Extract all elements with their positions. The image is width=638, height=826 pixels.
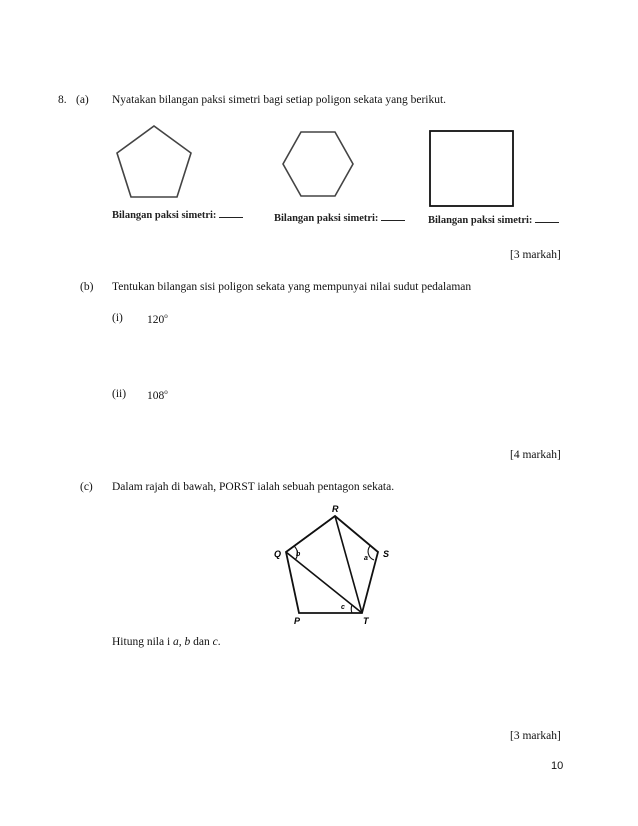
part-b-i-value: 120$^o$ (147, 312, 168, 326)
part-b-label: (b) (80, 281, 94, 293)
vertex-p-label: P (294, 616, 301, 626)
vertex-r-label: R (332, 504, 339, 514)
part-b-text: Tentukan bilangan sisi poligon sekata yang mempunyai nilai sudut pedalaman (112, 281, 472, 293)
pentagon-porst-diagram (266, 500, 406, 630)
part-c-label: (c) (80, 481, 93, 493)
pentagon-caption: Bilangan paksi simetri: (112, 210, 243, 221)
angle-a-label: a (364, 555, 368, 562)
part-b-i-label: (i) (112, 312, 123, 324)
square-figure (425, 128, 517, 210)
vertex-q-label: Q (274, 549, 282, 559)
hexagon-figure (275, 126, 361, 206)
part-a-label: (a) (76, 94, 89, 106)
hexagon-caption: Bilangan paksi simetri: (274, 213, 405, 224)
square-caption: Bilangan paksi simetri: (428, 215, 559, 226)
part-b-marks: [4 markah] (510, 449, 561, 461)
vertex-t-label: T (363, 616, 369, 626)
part-b-ii-value: 108$^o$ (147, 388, 168, 402)
page-number: 10 (551, 760, 564, 772)
part-c-text: Dalam rajah di bawah, PORST ialah sebuah pentagon sekata. (112, 481, 395, 493)
angle-c-label: c (341, 604, 345, 611)
part-c-instruction: Hitung nila i a, b dan c. (112, 636, 221, 648)
question-number: 8. (58, 94, 67, 106)
part-b-ii-label: (ii) (112, 388, 127, 400)
vertex-s-label: S (383, 549, 390, 559)
angle-b-label: b (296, 551, 301, 558)
pentagon-figure (110, 120, 200, 206)
part-a-text: Nyatakan bilangan paksi simetri bagi setiap poligon sekata yang berikut. (112, 94, 447, 106)
part-c-marks: [3 markah] (510, 730, 561, 742)
part-a-marks: [3 markah] (510, 249, 561, 261)
